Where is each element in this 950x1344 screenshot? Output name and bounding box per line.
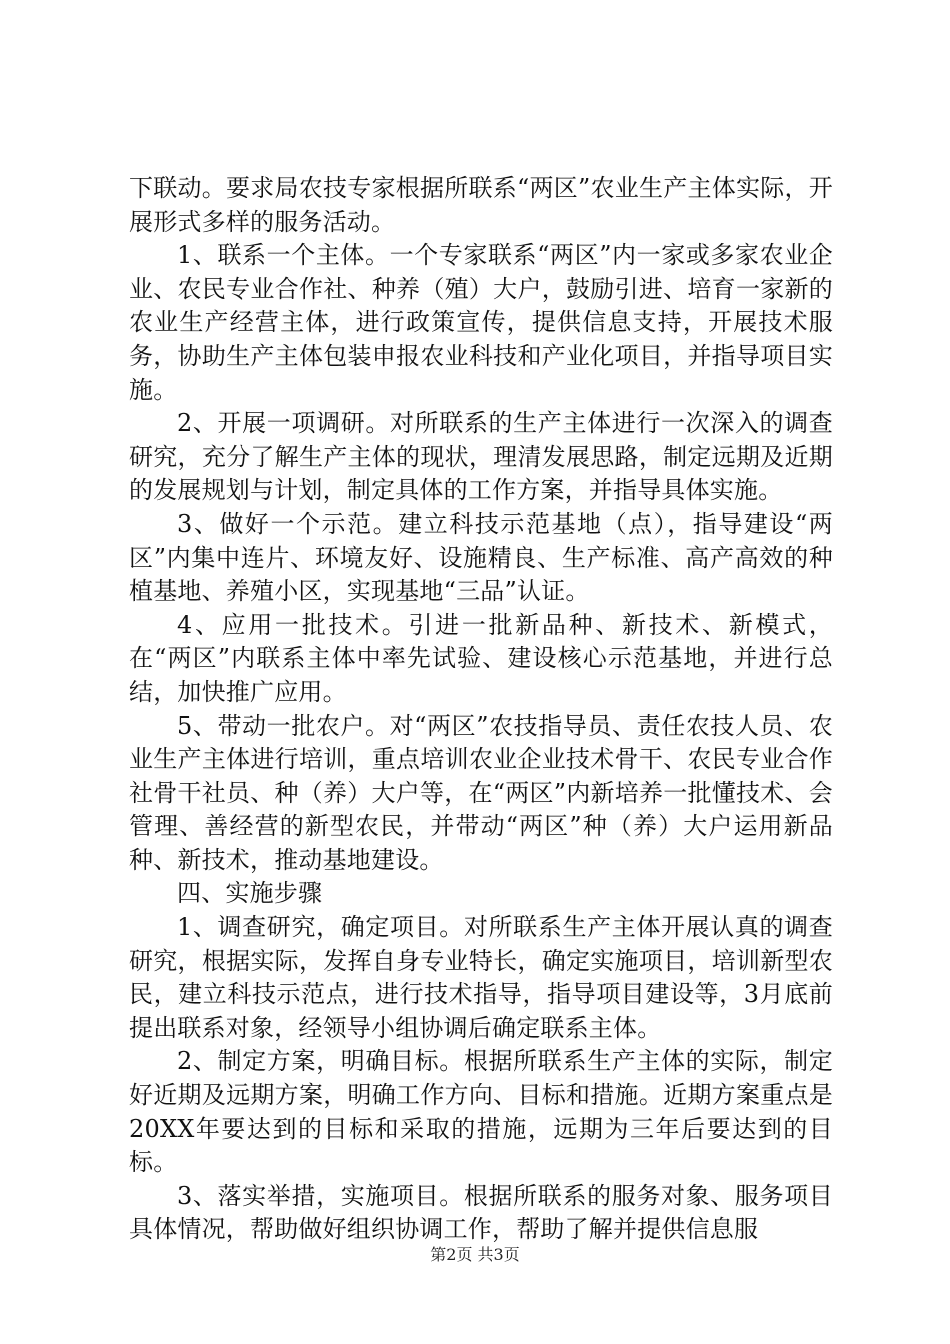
paragraph-item-demonstration: 3、做好一个示范。建立科技示范基地（点），指导建设“两区”内集中连片、环境友好、设施精良、生产标准、高产高效的种植基地、养殖小区，实现基地“三品”认证。	[129, 509, 833, 606]
page-number-footer: 第2页 共3页	[430, 1245, 520, 1264]
paragraph-step-research: 1、调查研究，确定项目。对所联系生产主体开展认真的调查研究，根据实际，发挥自身专业特长，确定实施项目，培训新型农民，建立科技示范点，进行技术指导，指导项目建设等，3月底前提出联系对象，经领导小组协调后确定联系主体。	[129, 913, 833, 1042]
paragraph-step-plan: 2、制定方案，明确目标。根据所联系生产主体的实际，制定好近期及远期方案，明确工作方向、目标和措施。近期方案重点是20XX年要达到的目标和采取的措施，远期为三年后要达到的目标。	[129, 1047, 833, 1177]
paragraph-item-technology: 4、应用一批技术。引进一批新品种、新技术、新模式，在“两区”内联系主体中率先试验、建设核心示范基地，并进行总结，加快推广应用。	[129, 610, 833, 706]
section-heading-implementation-steps: 四、实施步骤	[177, 879, 323, 908]
paragraph-continuation: 下联动。要求局农技专家根据所联系“两区”农业生产主体实际，开展形式多样的服务活动。	[129, 174, 833, 236]
paragraph-item-farmers: 5、带动一批农户。对“两区”农技指导员、责任农技人员、农业生产主体进行培训，重点培训农业企业技术骨干、农民专业合作社骨干社员、种（养）大户等，在“两区”内新培养一批懂技术、会管理、善经营的新型农民，并带动“两区”种（养）大户运用新品种、新技术，推动基地建设。	[129, 711, 833, 874]
paragraph-item-research: 2、开展一项调研。对所联系的生产主体进行一次深入的调查研究，充分了解生产主体的现状，理清发展思路，制定远期及近期的发展规划与计划，制定具体的工作方案，并指导具体实施。	[129, 409, 833, 505]
document-body	[129, 172, 833, 1247]
paragraph-item-contact-subject: 1、联系一个主体。一个专家联系“两区”内一家或多家农业企业、农民专业合作社、种养（殖）大户，鼓励引进、培育一家新的农业生产经营主体，进行政策宣传，提供信息支持，开展技术服务，协助生产主体包装申报农业科技和产业化项目，并指导项目实施。	[129, 241, 833, 404]
paragraph-step-implement: 3、落实举措，实施项目。根据所联系的服务对象、服务项目具体情况，帮助做好组织协调工作，帮助了解并提供信息服	[129, 1181, 833, 1244]
